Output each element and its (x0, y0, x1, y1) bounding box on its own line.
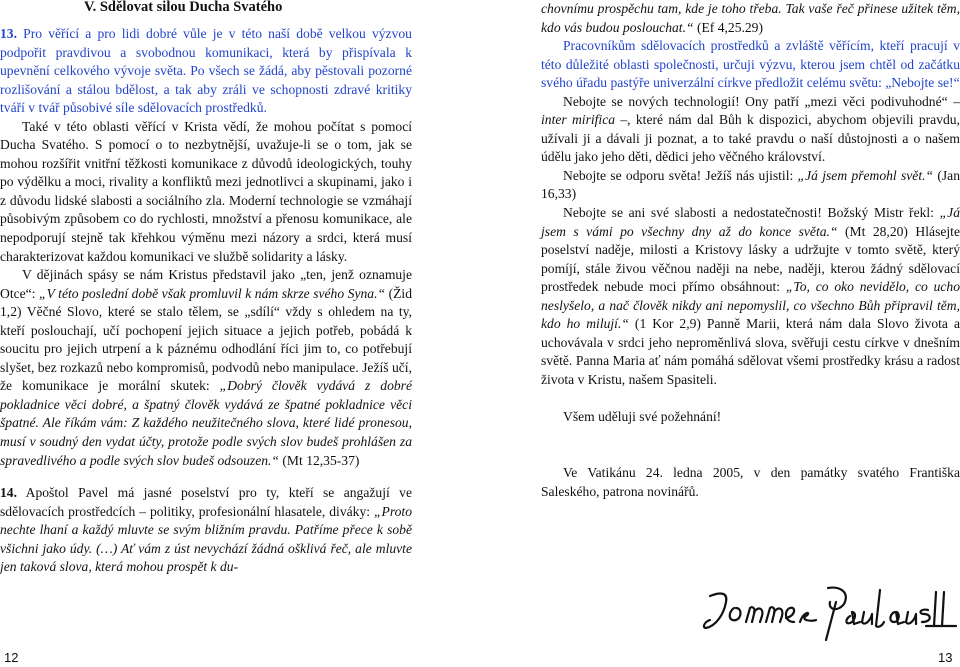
paragraph-13-christ (0, 266, 412, 470)
paragraph-13-body: Také v této oblasti věřící v Krista vědí, že mohou počítat s pomocí Ducha Svatého. S pomocí o to nezbytnější, uvažuje-li se o tom, jak se mohou rozšířit vnitřní těžkosti komunikace z důvodů ideologických, touhy po výdělku a moci, rivality a konfliktů mezi jednotlivci a skupinami, jako i z důvodu lidské slabosti a sociálního zla. Moderní technologie se vzmáhají působivým způsobem co do rychlosti, množství a přenosu komunikace, ale nepodporují stejně tak křehkou výměnu mezi názory a srdci, která musí charakterizovat každou komunikaci ve službě solidarity a lásky. (0, 118, 412, 264)
spacer (541, 427, 960, 464)
paragraph-number-13: 13. (0, 26, 17, 41)
paragraph-13-intro (0, 25, 412, 118)
paragraph-number-14: 14. (0, 485, 17, 501)
section-heading: V. Sdělovat silou Ducha Svatého (84, 0, 283, 15)
citation: (Ef 4,25.29) (693, 19, 764, 35)
quote-matthew: „Dobrý člověk vydává z dobré pokladnice věci dobré, a špatný člověk vydává ze špatné pokladnice věci špatné. Ale říkám vám: Z každého neužitečného slova, které lidé pronesou, musí v soudný den vydat účty, protože podle svých slov budeš prohlášen za spravedlivého a podle svých slov budeš odsouzen.“ (0, 378, 413, 468)
paragraph-technologies (541, 93, 960, 167)
citation: (Jan 16,33) (541, 167, 960, 202)
paragraph-appeal: Pracovníkům sdělovacích prostředků a zvláště věřícím, kteří pracují v této důležité oblasti společnosti, určuji výzvu, kterou jsem chtěl od začátku svého úřadu pastýře univerzální církve předložit celému světu: „Nebojte se!“ (541, 38, 960, 91)
text-segment: (1 Kor 2,9) Panně Marii, která nám dala Slovo života a uchovávala v srdci jeho neproměnlivá slova, svěřuji cestu církve v dnešním světě. Panna Maria ať nám pomáhá sdělovat všemi prostředky krásu a radost života v Kristu, našem Spasiteli. (541, 316, 960, 387)
page-number-left: 12 (4, 650, 19, 665)
paragraph-14 (0, 484, 412, 577)
citation: (Mt 12,35-37) (279, 452, 360, 468)
quote-john: „Já jsem přemohl svět.“ (797, 167, 934, 183)
text-segment: –, které nám dal Bůh k dispozici, abychom objevili pravdu, užívali ji a dávali ji poznat, a to také pravdu o naší důstojnosti a o našem údělu jako jeho děti, dědici jeho věčného království. (541, 112, 960, 165)
blessing: Všem uděluji své požehnání! (563, 409, 722, 425)
paragraph-ephesians-cont (541, 0, 960, 37)
quote-matthew-28: „Já jsem s vámi po všechny dny až do konce světa.“ (541, 205, 960, 239)
paragraph-world (541, 167, 960, 204)
spacer (541, 389, 960, 408)
date-line: Ve Vatikánu 24. ledna 2005, v den památky svatého Františka Saleského, patrona novinářů. (541, 465, 960, 499)
text-segment: Apoštol Pavel má jasné poselství pro ty, kteří se angažují ve sdělovacích prostředcích – politiky, profesionální hlasatele, diváky: (0, 485, 412, 519)
paragraph-weakness (541, 204, 960, 389)
spacer (0, 470, 412, 484)
page-number-right: 13 (938, 650, 953, 665)
paragraph-13-highlight: Pro věřící a pro lidi dobré vůle je v této naší době velkou výzvou podpořit pravdivou a svobodnou komunikaci, která by přispívala k upevnění celkového vývoje světa. Po všech se žádá, aby pěstovali pozorné rozlišování a stálou bdělost, a tak aby zráli ve schopnosti zdravé kritiky tváří v tvář působivé síle sdělovacích prostředků. (0, 26, 412, 116)
quote-corinthians: „To, co oko nevidělo, co ucho neslyšelo, a nač člověk nikdy ani nepomyslil, co všechno Bůh připravil těm, kdo ho milují.“ (541, 279, 960, 332)
text-segment: (Žid 1,2) Věčné Slovo, které se stalo tělem, se „sdílí“ vždy s ohledem na ty, kteří poslouchají, učí pochopení jejich situace a jejich potřeb, pobádá k soucitu pro jejich utrpení a k páznému odhodlání říci jim to, co potřebují slyšet, bez rozkazů nebo kompromisů, podvodů nebo manipulace. Ježíš učí, že komunikace je morální skutek: (0, 285, 412, 394)
latin-term: inter mirifica (541, 112, 616, 128)
quote-ephesians-cont: chovnímu prospěchu tam, kde je toho třeba. Tak vaše řeč přinese užitek těm, kdo vás budou poslouchat.“ (541, 1, 960, 35)
signature (700, 582, 960, 642)
quote-hebrews: „V této poslední době však promluvil k nám skrze svého Syna.“ (39, 285, 386, 301)
quote-ephesians: „Proto nechte lhaní a každý mluvte se svým bližním pravdu. Patříme přece k sobě všichni jako údy. (…) Ať vám z úst nevychází žádná ošklivá řeč, ale mluvte jen taková slova, která mohou prospět k du- (0, 503, 412, 575)
left-column (0, 0, 412, 577)
text-segment: Nebojte se odporu světa! Ježíš nás ujistil: (563, 167, 798, 183)
text-segment: (Mt 28,20) Hlásejte poselství naděje, milosti a Kristovy lásky a udržujte v tomto světě, který pomíjí, stále živou věčnou naději na nebe, naději, kterou žádný sdělovací prostředek nebude moci přímo obsáhnout: (541, 223, 960, 295)
right-column (541, 0, 960, 501)
text-segment: Nebojte se nových technologií! Ony patří „mezi věci podivuhodné“ – (563, 93, 960, 109)
text-segment: Nebojte se ani své slabosti a nedostatečnosti! Božský Mistr řekl: (563, 205, 940, 221)
text-segment: V dějinách spásy se nám Kristus představil jako „ten, jenž oznamuje Otce“: (0, 267, 412, 301)
